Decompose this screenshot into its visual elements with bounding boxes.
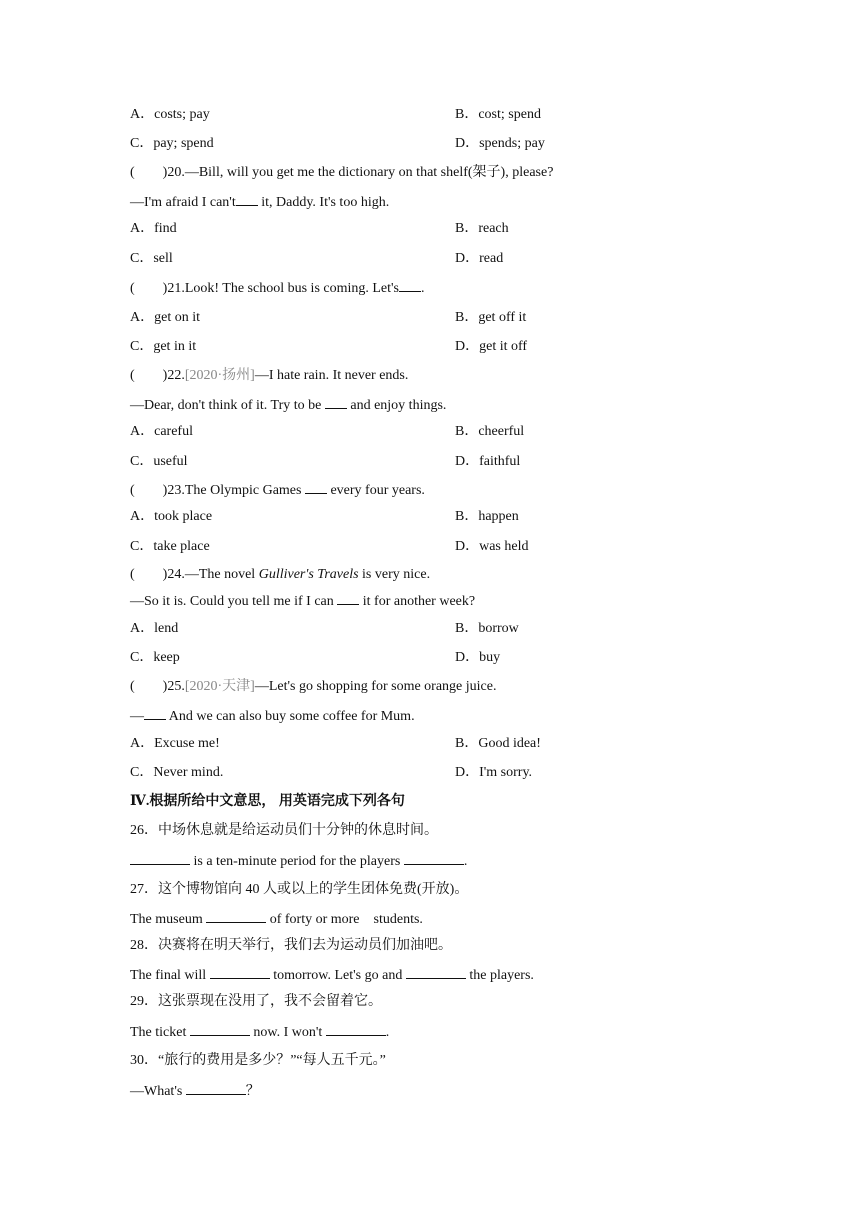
- q26-blank-1: [130, 852, 190, 865]
- q21-option-c: C．get in it: [130, 339, 197, 354]
- q25-stem: [130, 678, 496, 696]
- q27-chinese: 27．这个博物馆向 40 人或以上的学生团体免费(开放)。: [130, 882, 469, 897]
- q20-option-d: D．read: [455, 251, 504, 266]
- q25-source: [2020·天津]: [184, 679, 255, 694]
- q23-option-c: C．take place: [130, 539, 210, 554]
- q24-blank: [337, 592, 359, 605]
- q19-option-d: D．spends; pay: [455, 136, 545, 151]
- q22-number: ( )22.: [130, 368, 185, 383]
- q24-line2-post: it for another week?: [359, 594, 476, 609]
- q28-chinese: 28．决赛将在明天举行，我们去为运动员们加油吧。: [130, 938, 452, 953]
- q22-line2-pre: —Dear, don't think of it. Try to be: [130, 398, 325, 413]
- q29-chinese: 29．这张票现在没用了，我不会留着它。: [130, 994, 382, 1009]
- q27-en-pre: The museum: [130, 912, 207, 927]
- q30-en-post: ？: [245, 1084, 260, 1099]
- q20-line2: [130, 193, 389, 212]
- q24-option-d: D．buy: [455, 650, 501, 665]
- q26-english: [130, 852, 467, 871]
- q27-en-post: of forty or more students.: [266, 912, 423, 927]
- q28-blank-1: [210, 966, 270, 979]
- q21-blank: [399, 279, 421, 292]
- q22-option-b: B．cheerful: [455, 424, 525, 439]
- q30-en-pre: —What's: [130, 1084, 186, 1099]
- q22-stem-text: —I hate rain. It never ends.: [254, 368, 409, 383]
- q29-en-post: .: [385, 1025, 390, 1040]
- q21-stem: [130, 279, 425, 298]
- q25-line2-post: And we can also buy some coffee for Mum.: [166, 709, 415, 724]
- q29-en-pre: The ticket: [130, 1025, 190, 1040]
- q27-blank: [206, 910, 266, 923]
- q30-blank: [186, 1082, 246, 1095]
- q24-line2: [130, 592, 475, 611]
- q22-source: [2020·扬州]: [184, 368, 255, 383]
- q22-option-d: D．faithful: [455, 454, 521, 469]
- q22-stem: [130, 367, 408, 385]
- q20-option-b: B．reach: [455, 221, 509, 236]
- q28-blank-2: [406, 966, 466, 979]
- q27-english: [130, 910, 423, 929]
- q23-blank: [305, 481, 327, 494]
- q22-line2: [130, 396, 446, 415]
- q20-option-a: A．find: [130, 221, 177, 236]
- q25-option-c: C．Never mind.: [130, 765, 224, 780]
- q24-stem-post: is very nice.: [358, 567, 431, 582]
- q26-chinese: 26．中场休息就是给运动员们十分钟的休息时间。: [130, 823, 438, 838]
- q24-option-a: A．lend: [130, 621, 179, 636]
- q28-en-mid: tomorrow. Let's go and: [269, 968, 406, 983]
- q23-stem-pre: ( )23.The Olympic Games: [130, 483, 305, 498]
- q23-stem-post: every four years.: [326, 483, 425, 498]
- q25-blank: [144, 707, 166, 720]
- q19-option-b: B．cost; spend: [455, 107, 541, 122]
- q25-option-a: A．Excuse me!: [130, 736, 220, 751]
- q29-english: [130, 1023, 389, 1042]
- q23-stem: [130, 481, 425, 500]
- q26-en-mid: is a ten-minute period for the players: [190, 854, 404, 869]
- q19-option-a: A．costs; pay: [130, 107, 210, 122]
- q25-option-d: D．I'm sorry.: [455, 765, 533, 780]
- q29-blank-1: [190, 1023, 250, 1036]
- q24-line2-pre: —So it is. Could you tell me if I can: [130, 594, 338, 609]
- q28-en-pre: The final will: [130, 968, 210, 983]
- q24-book-title: Gulliver's Travels: [258, 567, 359, 582]
- q23-option-d: D．was held: [455, 539, 529, 554]
- q22-option-c: C．useful: [130, 454, 188, 469]
- q20-option-c: C．sell: [130, 251, 173, 266]
- section-4-title: Ⅳ.根据所给中文意思， 用英语完成下列各句: [130, 794, 405, 809]
- q20-line2-post: it, Daddy. It's too high.: [257, 195, 390, 210]
- q29-en-mid: now. I won't: [249, 1025, 326, 1040]
- q21-stem-post: .: [421, 281, 425, 296]
- q30-chinese: 30．“旅行的费用是多少？”“每人五千元。”: [130, 1053, 386, 1068]
- q26-en-end: .: [463, 854, 468, 869]
- q26-blank-2: [404, 852, 464, 865]
- q22-line2-post: and enjoy things.: [346, 398, 447, 413]
- q28-english: [130, 966, 534, 985]
- q21-option-b: B．get off it: [455, 310, 527, 325]
- q25-number: ( )25.: [130, 679, 185, 694]
- q28-en-post: the players.: [465, 968, 534, 983]
- q21-stem-pre: ( )21.Look! The school bus is coming. Let's: [130, 281, 400, 296]
- q29-blank-2: [326, 1023, 386, 1036]
- q20-blank: [236, 193, 258, 206]
- q22-option-a: A．careful: [130, 424, 193, 439]
- q25-line2: [130, 707, 415, 726]
- q21-option-d: D．get it off: [455, 339, 528, 354]
- q21-option-a: A．get on it: [130, 310, 200, 325]
- q22-blank: [325, 396, 347, 409]
- q20-stem: ( )20.—Bill, will you get me the dictionary on that shelf(架子), please?: [130, 165, 554, 180]
- q24-option-c: C．keep: [130, 650, 180, 665]
- q25-line2-pre: —: [130, 709, 144, 724]
- q23-option-a: A．took place: [130, 509, 213, 524]
- q25-stem-text: —Let's go shopping for some orange juice.: [254, 679, 497, 694]
- q20-line2-pre: —I'm afraid I can't: [130, 195, 236, 210]
- q24-stem: [130, 566, 430, 584]
- q25-option-b: B．Good idea!: [455, 736, 541, 751]
- q24-stem-pre: ( )24.—The novel: [130, 567, 259, 582]
- q24-option-b: B．borrow: [455, 621, 519, 636]
- q23-option-b: B．happen: [455, 509, 519, 524]
- q19-option-c: C．pay; spend: [130, 136, 214, 151]
- q30-english: [130, 1082, 260, 1101]
